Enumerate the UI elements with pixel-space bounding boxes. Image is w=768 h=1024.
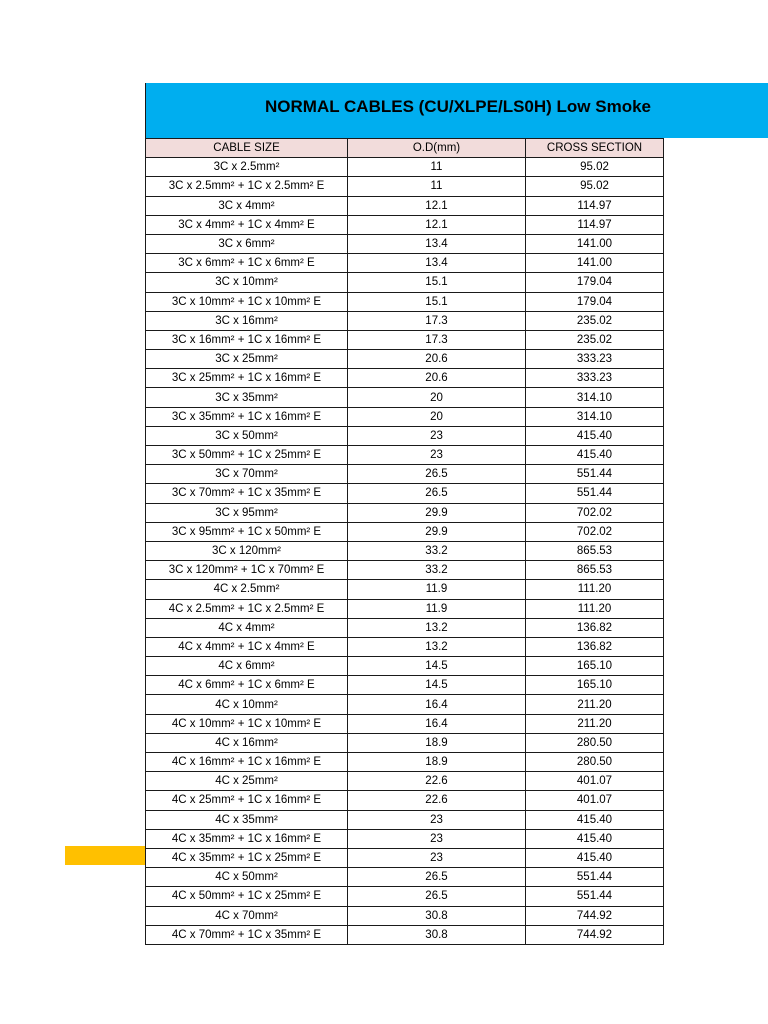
cable-size-cell: 3C x 50mm² xyxy=(146,426,348,445)
cross-section-cell: 235.02 xyxy=(526,311,664,330)
od-cell: 26.5 xyxy=(348,465,526,484)
cable-size-cell: 4C x 50mm² xyxy=(146,868,348,887)
od-cell: 13.4 xyxy=(348,234,526,253)
cable-size-cell: 4C x 6mm² + 1C x 6mm² E xyxy=(146,676,348,695)
header-cross-section: CROSS SECTION xyxy=(526,139,664,158)
cross-section-cell: 744.92 xyxy=(526,925,664,944)
od-cell: 20.6 xyxy=(348,350,526,369)
od-cell: 11 xyxy=(348,158,526,177)
table-row xyxy=(146,292,664,311)
cross-section-cell: 702.02 xyxy=(526,522,664,541)
cross-section-cell: 401.07 xyxy=(526,772,664,791)
cross-section-cell: 333.23 xyxy=(526,369,664,388)
table-row xyxy=(146,503,664,522)
header-row xyxy=(146,139,664,158)
od-cell: 23 xyxy=(348,426,526,445)
header-cable-size: CABLE SIZE xyxy=(146,139,348,158)
od-cell: 33.2 xyxy=(348,541,526,560)
od-cell: 16.4 xyxy=(348,695,526,714)
cross-section-cell: 136.82 xyxy=(526,637,664,656)
od-cell: 20 xyxy=(348,388,526,407)
cable-size-cell: 4C x 35mm² + 1C x 16mm² E xyxy=(146,829,348,848)
od-cell: 16.4 xyxy=(348,714,526,733)
cross-section-cell: 415.40 xyxy=(526,810,664,829)
table-row xyxy=(146,618,664,637)
cable-size-cell: 4C x 35mm² + 1C x 25mm² E xyxy=(146,848,348,867)
cross-section-cell: 314.10 xyxy=(526,407,664,426)
cross-section-cell: 114.97 xyxy=(526,215,664,234)
cable-size-cell: 4C x 70mm² xyxy=(146,906,348,925)
od-cell: 26.5 xyxy=(348,484,526,503)
cable-size-cell: 4C x 4mm² + 1C x 4mm² E xyxy=(146,637,348,656)
od-cell: 18.9 xyxy=(348,753,526,772)
od-cell: 15.1 xyxy=(348,273,526,292)
od-cell: 23 xyxy=(348,446,526,465)
table-row xyxy=(146,599,664,618)
table-body xyxy=(146,158,664,945)
table-row xyxy=(146,714,664,733)
table-row xyxy=(146,925,664,944)
od-cell: 13.2 xyxy=(348,618,526,637)
table-row xyxy=(146,676,664,695)
od-cell: 26.5 xyxy=(348,868,526,887)
od-cell: 22.6 xyxy=(348,791,526,810)
table-row xyxy=(146,158,664,177)
cable-size-cell: 3C x 25mm² xyxy=(146,350,348,369)
table-row xyxy=(146,254,664,273)
od-cell: 13.2 xyxy=(348,637,526,656)
cable-size-cell: 3C x 95mm² xyxy=(146,503,348,522)
cable-size-cell: 3C x 2.5mm² xyxy=(146,158,348,177)
table-row xyxy=(146,407,664,426)
cable-size-cell: 4C x 35mm² xyxy=(146,810,348,829)
table-row xyxy=(146,350,664,369)
cable-size-cell: 4C x 50mm² + 1C x 25mm² E xyxy=(146,887,348,906)
table-row xyxy=(146,791,664,810)
cross-section-cell: 551.44 xyxy=(526,887,664,906)
table-row xyxy=(146,887,664,906)
cross-section-cell: 314.10 xyxy=(526,388,664,407)
cable-size-cell: 4C x 25mm² xyxy=(146,772,348,791)
od-cell: 22.6 xyxy=(348,772,526,791)
cross-section-cell: 165.10 xyxy=(526,657,664,676)
cable-size-cell: 3C x 70mm² + 1C x 35mm² E xyxy=(146,484,348,503)
cable-size-cell: 3C x 10mm² + 1C x 10mm² E xyxy=(146,292,348,311)
cross-section-cell: 111.20 xyxy=(526,599,664,618)
cross-section-cell: 865.53 xyxy=(526,541,664,560)
table-row xyxy=(146,522,664,541)
table-row xyxy=(146,829,664,848)
cable-size-cell: 4C x 16mm² xyxy=(146,733,348,752)
cable-size-cell: 4C x 70mm² + 1C x 35mm² E xyxy=(146,925,348,944)
cross-section-cell: 211.20 xyxy=(526,695,664,714)
cable-size-cell: 3C x 10mm² xyxy=(146,273,348,292)
od-cell: 18.9 xyxy=(348,733,526,752)
cable-size-cell: 3C x 4mm² xyxy=(146,196,348,215)
cable-size-cell: 4C x 10mm² + 1C x 10mm² E xyxy=(146,714,348,733)
cable-size-cell: 3C x 120mm² + 1C x 70mm² E xyxy=(146,561,348,580)
cross-section-cell: 415.40 xyxy=(526,446,664,465)
cable-size-cell: 4C x 25mm² + 1C x 16mm² E xyxy=(146,791,348,810)
od-cell: 11 xyxy=(348,177,526,196)
table-row xyxy=(146,388,664,407)
table-row xyxy=(146,810,664,829)
table-row xyxy=(146,868,664,887)
table-row xyxy=(146,906,664,925)
cross-section-cell: 179.04 xyxy=(526,292,664,311)
cable-size-cell: 3C x 35mm² + 1C x 16mm² E xyxy=(146,407,348,426)
cross-section-cell: 141.00 xyxy=(526,234,664,253)
table-row xyxy=(146,234,664,253)
cross-section-cell: 165.10 xyxy=(526,676,664,695)
cross-section-cell: 111.20 xyxy=(526,580,664,599)
cable-size-cell: 3C x 6mm² + 1C x 6mm² E xyxy=(146,254,348,273)
od-cell: 26.5 xyxy=(348,887,526,906)
cross-section-cell: 415.40 xyxy=(526,829,664,848)
cross-section-cell: 333.23 xyxy=(526,350,664,369)
cable-size-cell: 3C x 35mm² xyxy=(146,388,348,407)
od-cell: 30.8 xyxy=(348,906,526,925)
table-row xyxy=(146,426,664,445)
cross-section-cell: 744.92 xyxy=(526,906,664,925)
table-row xyxy=(146,484,664,503)
table-row xyxy=(146,215,664,234)
cross-section-cell: 95.02 xyxy=(526,177,664,196)
cable-size-cell: 4C x 6mm² xyxy=(146,657,348,676)
table-row xyxy=(146,637,664,656)
od-cell: 20 xyxy=(348,407,526,426)
cable-size-cell: 4C x 2.5mm² xyxy=(146,580,348,599)
table-row xyxy=(146,772,664,791)
cross-section-cell: 702.02 xyxy=(526,503,664,522)
od-cell: 23 xyxy=(348,848,526,867)
table-row xyxy=(146,369,664,388)
table-row xyxy=(146,541,664,560)
cross-section-cell: 141.00 xyxy=(526,254,664,273)
od-cell: 29.9 xyxy=(348,522,526,541)
cross-section-cell: 865.53 xyxy=(526,561,664,580)
cable-size-cell: 3C x 16mm² xyxy=(146,311,348,330)
cable-size-cell: 3C x 70mm² xyxy=(146,465,348,484)
table-row xyxy=(146,733,664,752)
cross-section-cell: 280.50 xyxy=(526,733,664,752)
cross-section-cell: 114.97 xyxy=(526,196,664,215)
table-row xyxy=(146,580,664,599)
cable-table xyxy=(145,138,664,945)
od-cell: 23 xyxy=(348,810,526,829)
od-cell: 30.8 xyxy=(348,925,526,944)
od-cell: 17.3 xyxy=(348,330,526,349)
od-cell: 23 xyxy=(348,829,526,848)
cross-section-cell: 401.07 xyxy=(526,791,664,810)
cross-section-cell: 280.50 xyxy=(526,753,664,772)
cable-size-cell: 4C x 4mm² xyxy=(146,618,348,637)
od-cell: 20.6 xyxy=(348,369,526,388)
header-od: O.D(mm) xyxy=(348,139,526,158)
od-cell: 33.2 xyxy=(348,561,526,580)
cable-size-cell: 3C x 95mm² + 1C x 50mm² E xyxy=(146,522,348,541)
cable-size-cell: 4C x 16mm² + 1C x 16mm² E xyxy=(146,753,348,772)
od-cell: 15.1 xyxy=(348,292,526,311)
table-row xyxy=(146,311,664,330)
table-row xyxy=(146,753,664,772)
od-cell: 14.5 xyxy=(348,657,526,676)
cross-section-cell: 179.04 xyxy=(526,273,664,292)
cable-size-cell: 3C x 2.5mm² + 1C x 2.5mm² E xyxy=(146,177,348,196)
od-cell: 14.5 xyxy=(348,676,526,695)
table-row xyxy=(146,465,664,484)
cross-section-cell: 415.40 xyxy=(526,848,664,867)
highlight-marker xyxy=(65,846,145,865)
od-cell: 12.1 xyxy=(348,196,526,215)
cable-size-cell: 3C x 16mm² + 1C x 16mm² E xyxy=(146,330,348,349)
cross-section-cell: 235.02 xyxy=(526,330,664,349)
cable-size-cell: 3C x 6mm² xyxy=(146,234,348,253)
od-cell: 11.9 xyxy=(348,580,526,599)
cross-section-cell: 415.40 xyxy=(526,426,664,445)
cable-size-cell: 4C x 2.5mm² + 1C x 2.5mm² E xyxy=(146,599,348,618)
table-row xyxy=(146,561,664,580)
cable-size-cell: 3C x 4mm² + 1C x 4mm² E xyxy=(146,215,348,234)
od-cell: 12.1 xyxy=(348,215,526,234)
od-cell: 29.9 xyxy=(348,503,526,522)
table-row xyxy=(146,330,664,349)
cross-section-cell: 551.44 xyxy=(526,484,664,503)
table-row xyxy=(146,848,664,867)
cable-size-cell: 4C x 10mm² xyxy=(146,695,348,714)
od-cell: 13.4 xyxy=(348,254,526,273)
table-row xyxy=(146,273,664,292)
table-row xyxy=(146,657,664,676)
table-row xyxy=(146,196,664,215)
page-title: NORMAL CABLES (CU/XLPE/LS0H) Low Smoke xyxy=(265,97,651,116)
od-cell: 11.9 xyxy=(348,599,526,618)
table-row xyxy=(146,177,664,196)
od-cell: 17.3 xyxy=(348,311,526,330)
cross-section-cell: 136.82 xyxy=(526,618,664,637)
cross-section-cell: 551.44 xyxy=(526,465,664,484)
cross-section-cell: 551.44 xyxy=(526,868,664,887)
cable-size-cell: 3C x 25mm² + 1C x 16mm² E xyxy=(146,369,348,388)
table-row xyxy=(146,446,664,465)
cross-section-cell: 95.02 xyxy=(526,158,664,177)
cross-section-cell: 211.20 xyxy=(526,714,664,733)
table-row xyxy=(146,695,664,714)
cable-size-cell: 3C x 120mm² xyxy=(146,541,348,560)
cable-size-cell: 3C x 50mm² + 1C x 25mm² E xyxy=(146,446,348,465)
